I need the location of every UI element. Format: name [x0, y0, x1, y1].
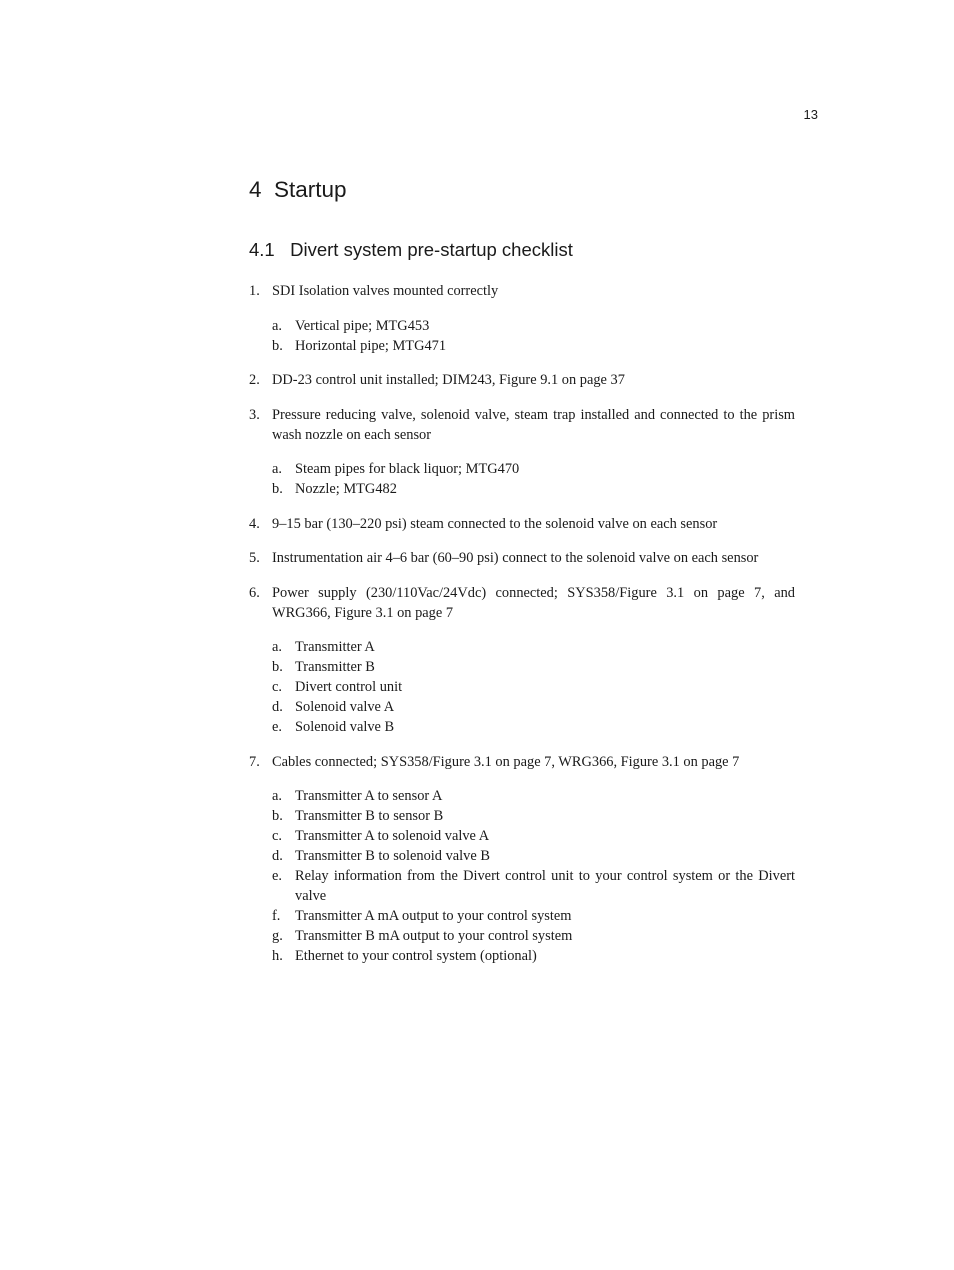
sub-item-text: Transmitter A: [295, 639, 375, 655]
sub-item-letter: a.: [272, 461, 282, 477]
sub-item-letter: b.: [272, 808, 283, 824]
checklist-item-number: 7.: [249, 753, 260, 770]
sub-item-text: Transmitter A to sensor A: [295, 788, 443, 804]
sub-list-item: [272, 479, 795, 499]
sub-list-item: [272, 786, 795, 806]
checklist-item-text: Power supply (230/110Vac/24Vdc) connected; SYS358/Figure 3.1 on page 7, and WRG366, Figure 3.1 on page 7: [272, 584, 795, 621]
checklist-item-number: 2.: [249, 372, 260, 388]
sub-item-text: Transmitter B to sensor B: [295, 808, 444, 824]
sub-item-text: Horizontal pipe; MTG471: [295, 337, 447, 354]
checklist-item-text: 9–15 bar (130–220 psi) steam connected to the solenoid valve on each sensor: [272, 515, 718, 532]
sub-item-text: Solenoid valve A: [295, 699, 395, 715]
checklist-item-text: SDI Isolation valves mounted correctly: [272, 283, 499, 299]
sub-item-letter: a.: [272, 788, 282, 804]
checklist-item: [249, 405, 795, 500]
section-number: 4.1: [249, 239, 275, 260]
sub-list: [272, 786, 795, 966]
sub-list-item: [272, 657, 795, 677]
sub-item-letter: b.: [272, 337, 283, 354]
sub-list-item: [272, 826, 795, 846]
sub-item-letter: h.: [272, 948, 283, 964]
sub-item-text: Vertical pipe; MTG453: [295, 317, 430, 334]
sub-list: [272, 316, 795, 356]
sub-item-text: Ethernet to your control system (optional): [295, 948, 537, 964]
sub-list: [272, 637, 795, 737]
sub-item-letter: c.: [272, 679, 282, 695]
checklist-item: [249, 548, 795, 568]
sub-list: [272, 459, 795, 499]
sub-item-letter: b.: [272, 659, 283, 675]
checklist-item-number: 1.: [249, 283, 260, 299]
sub-item-letter: a.: [272, 639, 282, 655]
checklist-item-number: 6.: [249, 584, 260, 601]
checklist-item-number: 3.: [249, 406, 260, 423]
sub-list-item: [272, 926, 795, 946]
checklist-item: [249, 583, 795, 738]
pre-startup-checklist: [249, 281, 795, 981]
checklist-item: [249, 370, 795, 390]
section-title: Divert system pre-startup checklist: [290, 239, 573, 260]
chapter-title: Startup: [274, 177, 347, 202]
chapter-heading: [249, 174, 347, 206]
sub-list-item: [272, 637, 795, 657]
sub-list-item: [272, 846, 795, 866]
sub-item-text: Steam pipes for black liquor; MTG470: [295, 461, 520, 477]
sub-list-item: [272, 717, 795, 737]
sub-item-text: Transmitter B: [295, 659, 375, 675]
checklist-item-text: DD-23 control unit installed; DIM243, Figure 9.1 on page 37: [272, 372, 625, 388]
sub-list-item: [272, 316, 795, 336]
sub-item-letter: e.: [272, 719, 282, 735]
checklist-item-text: Instrumentation air 4–6 bar (60–90 psi) connect to the solenoid valve on each sensor: [272, 550, 759, 566]
checklist-item: [249, 752, 795, 967]
sub-list-item: [272, 906, 795, 926]
chapter-number: 4: [249, 177, 262, 202]
sub-item-text: Solenoid valve B: [295, 719, 395, 735]
sub-list-item: [272, 946, 795, 966]
checklist-item-text: Pressure reducing valve, solenoid valve, steam trap installed and connected to the prism wash nozzle on each sensor: [272, 406, 795, 443]
sub-list-item: [272, 806, 795, 826]
sub-item-letter: d.: [272, 848, 283, 864]
sub-item-letter: c.: [272, 828, 282, 844]
sub-list-item: [272, 459, 795, 479]
checklist-item: [249, 514, 795, 534]
sub-item-letter: a.: [272, 317, 282, 334]
sub-list-item: [272, 336, 795, 356]
sub-item-letter: b.: [272, 481, 283, 497]
sub-item-letter: f.: [272, 908, 281, 924]
sub-item-text: Transmitter B mA output to your control system: [295, 928, 573, 944]
sub-item-letter: e.: [272, 868, 282, 884]
sub-item-letter: d.: [272, 699, 283, 715]
sub-item-text: Transmitter B to solenoid valve B: [295, 848, 490, 864]
checklist-item-number: 5.: [249, 550, 260, 566]
sub-item-text: Nozzle; MTG482: [295, 481, 397, 497]
sub-item-letter: g.: [272, 928, 283, 944]
sub-item-text: Transmitter A mA output to your control system: [295, 908, 572, 924]
page-number: 13: [803, 107, 818, 122]
section-heading: [249, 236, 573, 264]
sub-item-text: Transmitter A to solenoid valve A: [295, 828, 490, 844]
sub-item-text: Relay information from the Divert control unit to your control system or the Divert valve: [295, 868, 795, 904]
sub-list-item: [272, 697, 795, 717]
checklist-item: [249, 281, 795, 356]
sub-item-text: Divert control unit: [295, 679, 403, 695]
sub-list-item: [272, 677, 795, 697]
checklist-item-text: Cables connected; SYS358/Figure 3.1 on page 7, WRG366, Figure 3.1 on page 7: [272, 753, 740, 770]
checklist-item-number: 4.: [249, 515, 260, 532]
sub-list-item: [272, 866, 795, 906]
